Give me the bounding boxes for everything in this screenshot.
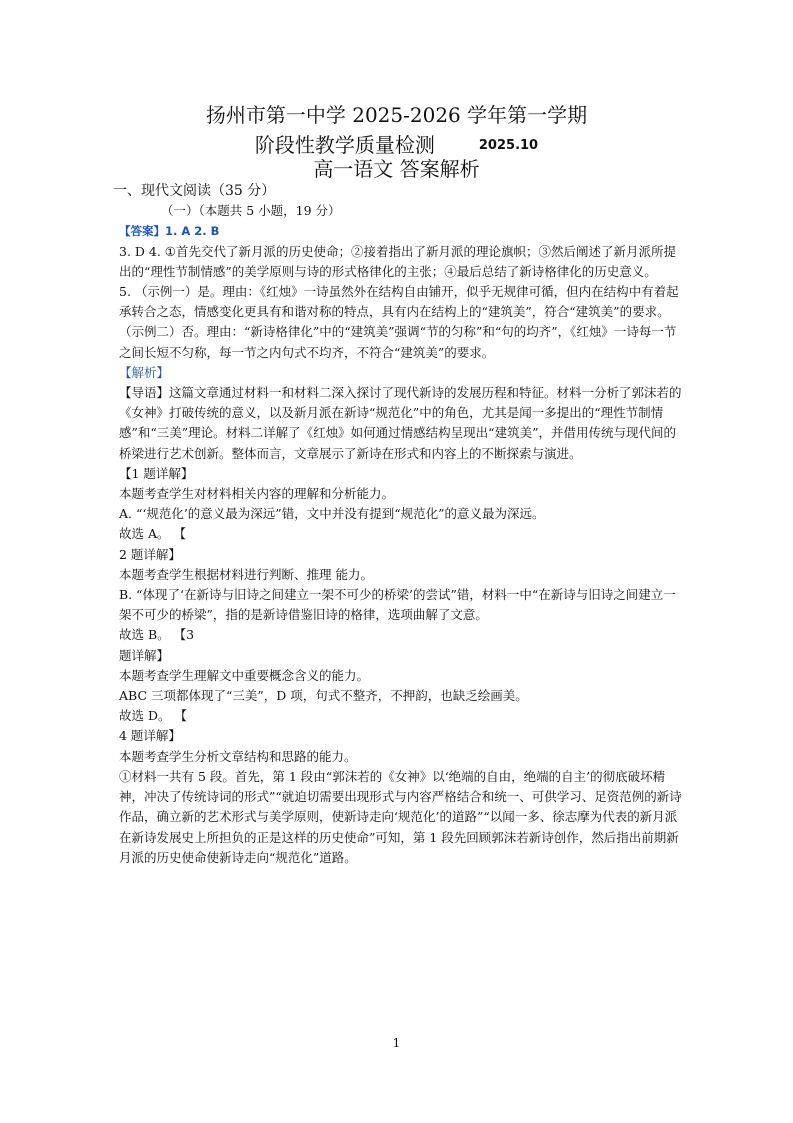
q2-explain: B. “体现了‘在新诗与旧诗之间建立一架不可少的桥梁’的尝试”错，材料一中“在新诗与旧诗之间建立一架不可少的桥梁”，指的是新诗借鉴旧诗的格律，选项曲解了文意。 xyxy=(119,587,676,623)
q2-desc: 本题考查学生根据材料进行判断、推理 能力。 xyxy=(119,566,373,582)
answer-line: 【答案】1. A 2. B xyxy=(119,224,220,239)
q3-answer: 故选 D。 【 xyxy=(119,708,187,724)
q4-explain: ①材料一共有 5 段。首先，第 1 段由“郭沫若的《女神》以‘绝端的自由，绝端的自主’的彻底破坏精神，冲决了传统诗词的形式”“就迫切需要出现形式与内容严格结合和统一、可供学习、足资范例的新诗作品，确立新的艺术形式与美学原则，使新诗走向‘规范化’的道路”“以闻一多、徐志摩为代表的新月派在新诗发展史上所担负的正是这样的历史使命”可知，第 1 段先回顾郭沫若新诗创作，然后指出前期新月派的历史使命使新诗走向“规范化”道路。 xyxy=(119,768,682,865)
q1-heading: 【1 题详解】 xyxy=(119,465,194,481)
answer-5-example-1: 5. （示例一）是。理由：《红烛》一诗虽然外在结构自由铺开，似乎无规律可循，但内在结构中有着起承转合之态，情感变化更具有和谐对称的特点，具有内在结构上的“建筑美”，符合“建筑美”的要求。 xyxy=(119,284,679,320)
intro-paragraph: 【导语】这篇文章通过材料一和材料二深入探讨了现代新诗的发展历程和特征。材料一分析了郭沫若的《女神》打破传统的意义，以及新月派在新诗“规范化”中的角色，尤其是闻一多提出的“理性节制情感”和“三美”理论。材料二详解了《红烛》如何通过情感结构呈现出“建筑美”，并借用传统与现代间的桥梁进行艺术创新。整体而言，文章展示了新诗在形式和内容上的不断探索与演进。 xyxy=(119,385,682,461)
page-number: 1 xyxy=(392,1036,401,1050)
q2-heading: 2 题详解】 xyxy=(119,546,181,562)
exam-title-text: 阶段性教学质量检测 xyxy=(254,133,435,157)
answer-body xyxy=(113,181,685,868)
q3-desc: 本题考查学生理解文中重要概念含义的能力。 xyxy=(119,667,370,683)
q1-explain: A. “‘规范化’的意义最为深远”错，文中并没有提到“规范化”的意义最为深远。 xyxy=(119,506,545,522)
q4-desc: 本题考查学生分析文章结构和思路的能力。 xyxy=(119,748,357,764)
document-title: 扬州市第一中学 2025-2026 学年第一学期 xyxy=(205,103,588,127)
q1-desc: 本题考查学生对材料相关内容的理解和分析能力。 xyxy=(119,486,395,502)
subsection-heading: （一）（本题共 5 小题，19 分） xyxy=(161,203,341,219)
q3-heading: 题详解】 xyxy=(119,647,170,663)
q4-heading: 4 题详解】 xyxy=(119,728,181,744)
subject-title: 高一语文 答案解析 xyxy=(313,157,480,181)
analysis-heading: 【解析】 xyxy=(119,364,170,380)
q2-answer: 故选 B。 【3 xyxy=(119,627,195,643)
section-heading: 一、现代文阅读（35 分） xyxy=(113,183,276,199)
answer-5-example-2: （示例二）否。理由：“新诗格律化”中的“建筑美”强调“节的匀称”和“句的均齐”，《红烛》一诗每一节之间长短不匀称，每一节之内句式不均齐，不符合“建筑美”的要求。 xyxy=(119,324,677,360)
exam-date: 2025.10 xyxy=(478,138,539,153)
q3-explain: ABC 三项都体现了“三美”，D 项，句式不整齐，不押韵，也缺乏绘画美。 xyxy=(119,688,528,704)
q1-answer: 故选 A。 【 xyxy=(119,526,186,542)
answer-3-4: 3. D 4. ①首先交代了新月派的历史使命；②接着指出了新月派的理论旗帜；③然后阐述了新月派所提出的“理性节制情感”的美学原则与诗的形式格律化的主张；④最后总结了新诗格律化的历史意义。 xyxy=(119,243,677,279)
